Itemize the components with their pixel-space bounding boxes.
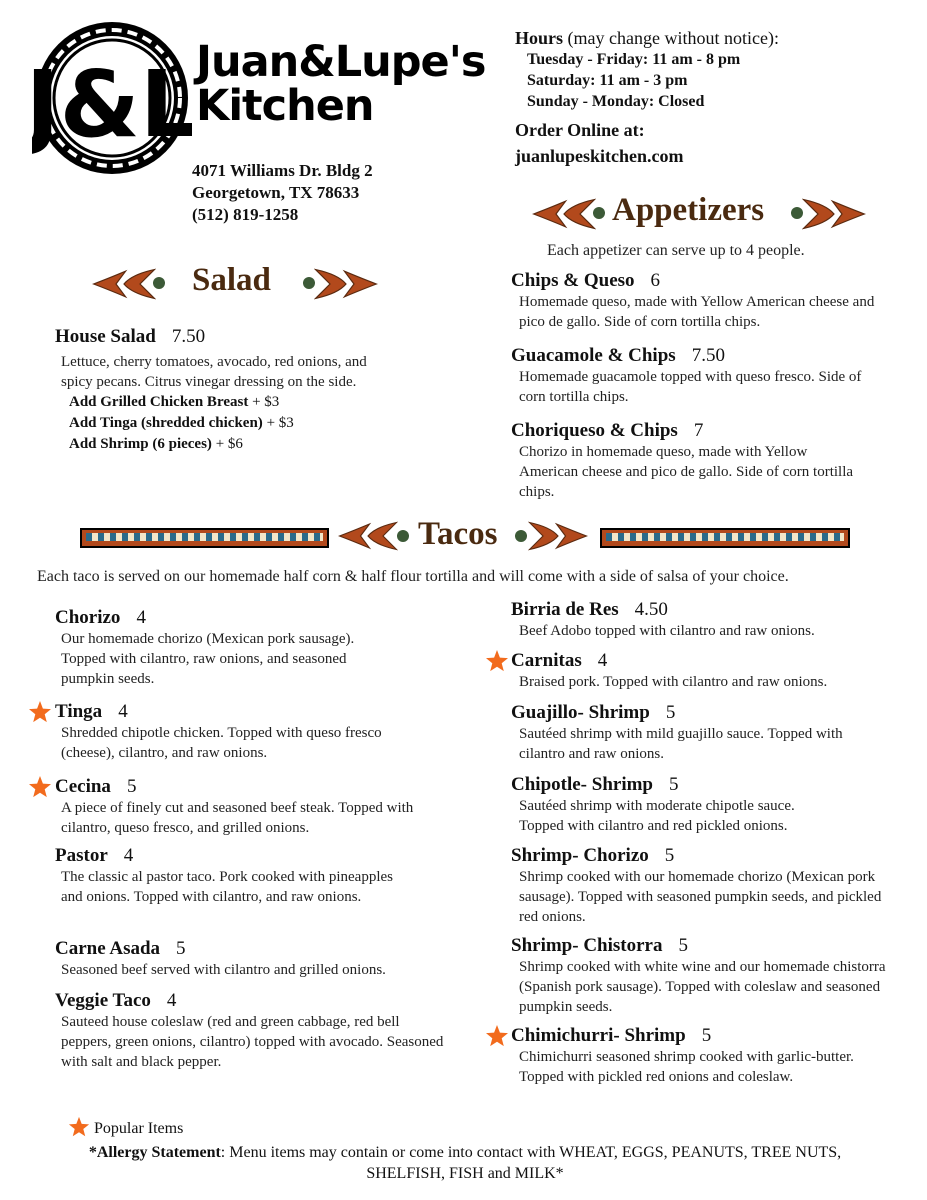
item-price: 4 bbox=[118, 701, 128, 722]
item-price: 4 bbox=[123, 845, 134, 866]
item-name: Shrimp- Chorizo bbox=[511, 845, 649, 866]
menu-item bbox=[55, 326, 395, 455]
popular-star-icon bbox=[68, 1116, 90, 1138]
item-name: Tinga bbox=[55, 701, 103, 722]
item-desc: Sautéed shrimp with mild guajillo sauce. Topped with cilantro and raw onions. bbox=[519, 726, 843, 762]
hours-note: (may change without notice): bbox=[563, 28, 779, 48]
ornament-right-icon bbox=[528, 518, 588, 554]
hours-line: Saturday: 11 am - 3 pm bbox=[527, 72, 688, 89]
addon bbox=[55, 392, 395, 413]
hours-line: Tuesday - Friday: 11 am - 8 pm bbox=[527, 51, 741, 68]
item-desc: Shrimp cooked with white wine and our homemade chistorra (Spanish pork sausage). Topped with coleslaw and seasoned pumpkin seeds. bbox=[519, 959, 886, 1015]
order-label: Order Online at: bbox=[515, 120, 645, 140]
item-name: Shrimp- Chistorra bbox=[511, 935, 663, 956]
brand-line1: Juan&Lupe's bbox=[196, 37, 486, 87]
address-block bbox=[192, 160, 373, 226]
menu-item bbox=[511, 270, 891, 332]
item-name: Chimichurri- Shrimp bbox=[511, 1025, 686, 1046]
allergy-statement bbox=[60, 1142, 870, 1184]
menu-item bbox=[511, 774, 891, 836]
item-desc: Shrimp cooked with our homemade chorizo (Mexican pork sausage). Topped with seasoned pumpkin seeds, and pickled red onions. bbox=[519, 869, 882, 925]
hours-line: Sunday - Monday: Closed bbox=[527, 93, 705, 110]
menu-item bbox=[55, 776, 435, 838]
addon bbox=[55, 413, 395, 434]
item-name: House Salad bbox=[55, 326, 156, 347]
ornament-left-icon bbox=[92, 266, 156, 302]
menu-item bbox=[511, 599, 891, 641]
decor-band-left bbox=[80, 528, 329, 548]
item-price: 7.50 bbox=[691, 345, 725, 366]
ornament-dot-icon bbox=[396, 529, 410, 543]
item-name: Veggie Taco bbox=[55, 990, 151, 1011]
item-name: Choriqueso & Chips bbox=[511, 420, 678, 441]
item-price: 5 bbox=[665, 702, 676, 723]
allergy-label: *Allergy Statement bbox=[88, 1144, 221, 1161]
menu-item bbox=[55, 701, 435, 763]
ornament-right-icon bbox=[802, 196, 866, 232]
item-price: 5 bbox=[678, 935, 688, 956]
tacos-title: Tacos bbox=[418, 516, 498, 552]
menu-item bbox=[511, 1025, 901, 1087]
menu-item bbox=[511, 650, 891, 692]
item-name: Birria de Res bbox=[511, 599, 619, 620]
popular-star-icon bbox=[28, 775, 52, 799]
logo bbox=[32, 18, 192, 178]
menu-item bbox=[55, 938, 445, 980]
menu-item bbox=[511, 702, 891, 764]
ornament-left-icon bbox=[532, 196, 596, 232]
brand-line2: Kitchen bbox=[196, 81, 374, 131]
item-name: Carne Asada bbox=[55, 938, 161, 959]
item-price: 5 bbox=[126, 776, 137, 797]
salad-title: Salad bbox=[192, 262, 271, 298]
salad-header bbox=[92, 262, 382, 306]
item-desc: Sauteed house coleslaw (red and green cabbage, red bell peppers, green onions, cilantro) topped with avocado. Seasoned with salt and black pepper. bbox=[61, 1014, 444, 1070]
item-name: Chipotle- Shrimp bbox=[511, 774, 653, 795]
item-desc: Lettuce, cherry tomatoes, avocado, red onions, and spicy pecans. Citrus vinegar dressing on the side. bbox=[61, 354, 367, 390]
item-desc: Braised pork. Topped with cilantro and raw onions. bbox=[519, 674, 828, 690]
order-url[interactable]: juanlupeskitchen.com bbox=[515, 146, 684, 166]
item-price: 5 bbox=[664, 845, 675, 866]
addon-price: + $6 bbox=[211, 436, 243, 452]
item-desc: Sautéed shrimp with moderate chipotle sauce. Topped with cilantro and red pickled onions. bbox=[519, 798, 795, 834]
addon-name: Add Tinga (shredded chicken) bbox=[69, 415, 263, 431]
tacos-header bbox=[338, 514, 588, 558]
menu-item bbox=[511, 935, 901, 1017]
menu-item bbox=[55, 607, 435, 689]
menu-item bbox=[55, 845, 435, 907]
item-name: Guacamole & Chips bbox=[511, 345, 676, 366]
brand-name bbox=[196, 37, 486, 131]
ornament-dot-icon bbox=[152, 276, 166, 290]
item-desc: Beef Adobo topped with cilantro and raw onions. bbox=[519, 623, 815, 639]
addon bbox=[55, 434, 395, 455]
item-desc: A piece of finely cut and seasoned beef steak. Topped with cilantro, queso fresco, and grilled onions. bbox=[61, 800, 414, 836]
ornament-right-icon bbox=[314, 266, 378, 302]
popular-star-icon bbox=[28, 700, 52, 724]
popular-legend: Popular Items bbox=[94, 1120, 184, 1137]
address-line1: 4071 Williams Dr. Bldg 2 bbox=[192, 161, 373, 180]
addon-price: + $3 bbox=[262, 415, 294, 431]
item-price: 7.50 bbox=[171, 326, 206, 347]
allergy-text: : Menu items may contain or come into contact with WHEAT, EGGS, PEANUTS, TREE NUTS, SHELFISH, FISH and MILK* bbox=[220, 1144, 842, 1182]
item-name: Chips & Queso bbox=[511, 270, 635, 291]
item-desc: Shredded chipotle chicken. Topped with queso fresco (cheese), cilantro, and raw onions. bbox=[61, 725, 382, 761]
phone: (512) 819-1258 bbox=[192, 205, 299, 224]
item-name: Pastor bbox=[55, 845, 108, 866]
item-desc: Homemade queso, made with Yellow American cheese and pico de gallo. Side of corn tortilla chips. bbox=[519, 294, 875, 330]
ornament-left-icon bbox=[338, 518, 398, 554]
menu-item bbox=[511, 845, 891, 927]
item-desc: Chimichurri seasoned shrimp cooked with garlic-butter. Topped with pickled red onions and coleslaw. bbox=[519, 1049, 854, 1085]
menu-item bbox=[511, 420, 891, 502]
tacos-subtitle: Each taco is served on our homemade half corn & half flour tortilla and will come with a side of salsa of your choice. bbox=[37, 568, 789, 585]
item-desc: Chorizo in homemade queso, made with Yellow American cheese and pico de gallo. Side of corn tortilla chips. bbox=[519, 444, 854, 500]
item-price: 7 bbox=[693, 420, 704, 441]
item-price: 6 bbox=[650, 270, 661, 291]
menu-item bbox=[55, 990, 445, 1072]
item-name: Guajillo- Shrimp bbox=[511, 702, 650, 723]
ornament-dot-icon bbox=[592, 206, 606, 220]
item-price: 4 bbox=[166, 990, 177, 1011]
item-price: 4.50 bbox=[634, 599, 668, 620]
appetizers-subtitle: Each appetizer can serve up to 4 people. bbox=[547, 242, 805, 259]
item-price: 4 bbox=[597, 650, 608, 671]
item-price: 4 bbox=[136, 607, 146, 628]
item-name: Chorizo bbox=[55, 607, 121, 628]
hours-title: Hours bbox=[515, 28, 564, 48]
address-line2: Georgetown, TX 78633 bbox=[192, 183, 360, 202]
menu-item bbox=[511, 345, 891, 407]
addon-price: + $3 bbox=[248, 394, 280, 410]
addon-name: Add Grilled Chicken Breast bbox=[69, 394, 249, 410]
item-desc: The classic al pastor taco. Pork cooked with pineapples and onions. Topped with cilantro, and raw onions. bbox=[61, 869, 393, 905]
popular-star-icon bbox=[485, 1024, 509, 1048]
item-price: 5 bbox=[701, 1025, 712, 1046]
decor-band-right bbox=[600, 528, 850, 548]
appetizers-title: Appetizers bbox=[612, 192, 765, 228]
logo-initials: J&L bbox=[32, 51, 192, 158]
item-desc: Seasoned beef served with cilantro and grilled onions. bbox=[61, 962, 386, 978]
item-price: 5 bbox=[176, 938, 186, 959]
item-desc: Homemade guacamole topped with queso fresco. Side of corn tortilla chips. bbox=[519, 369, 862, 405]
item-desc: Our homemade chorizo (Mexican pork sausage). Topped with cilantro, raw onions, and seasoned pumpkin seeds. bbox=[61, 631, 355, 687]
item-name: Cecina bbox=[55, 776, 111, 797]
popular-star-icon bbox=[485, 649, 509, 673]
addon-name: Add Shrimp (6 pieces) bbox=[69, 436, 212, 452]
item-price: 5 bbox=[669, 774, 679, 795]
appetizers-header bbox=[532, 192, 862, 236]
item-name: Carnitas bbox=[511, 650, 582, 671]
ornament-dot-icon bbox=[514, 529, 528, 543]
hours-block bbox=[515, 28, 779, 169]
